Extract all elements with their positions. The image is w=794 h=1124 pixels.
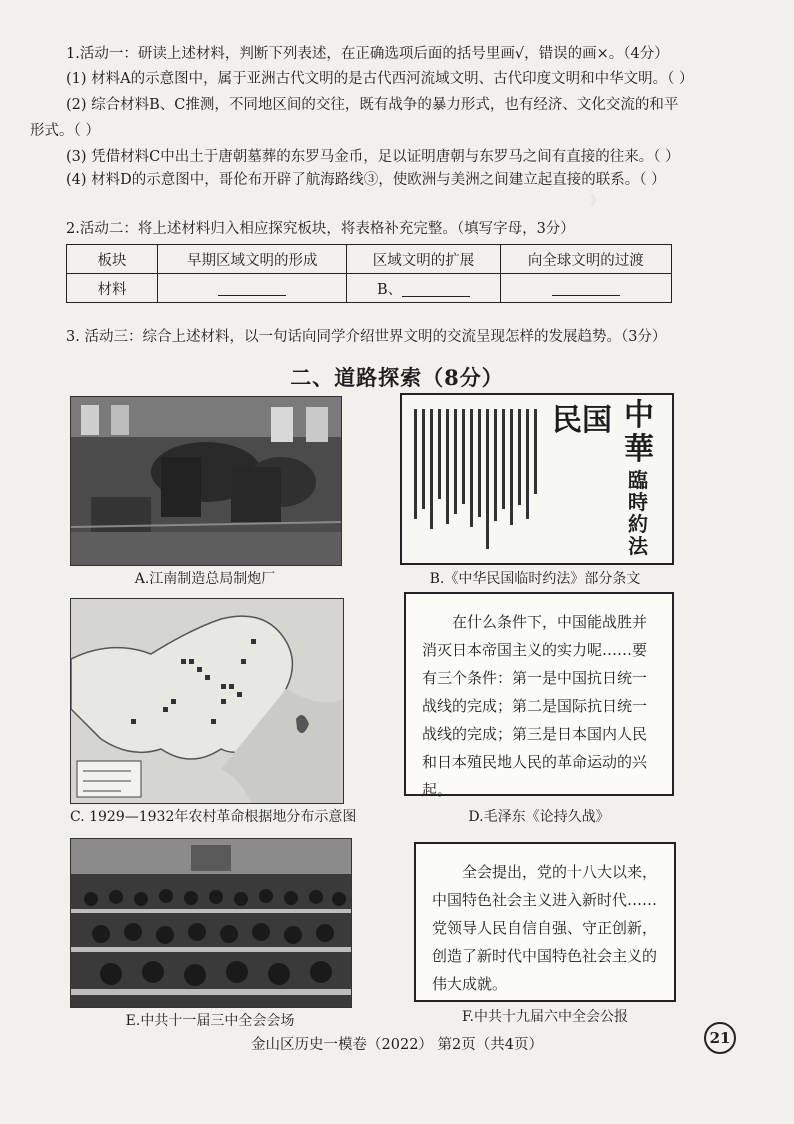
activity2-intro: 2.活动二：将上述材料归入相应探究板块，将表格补充完整。（填写字母，3分） <box>66 221 575 237</box>
figure-e-photo <box>70 838 352 1008</box>
figure-b-title-sub: 臨時約法 <box>628 468 648 558</box>
table-header-cell: 区域文明的扩展 <box>347 245 500 274</box>
answer-blank[interactable] <box>402 282 470 297</box>
figure-c-map <box>70 598 344 804</box>
activity1-intro: 1.活动一：研读上述材料，判断下列表述，在正确选项后面的括号里画√，错误的画×。（4分） <box>66 46 669 62</box>
answer-blank-cell[interactable] <box>500 274 671 303</box>
prefilled-label: B、 <box>376 281 403 298</box>
answer-blank-cell[interactable] <box>158 274 347 303</box>
figure-f-quote <box>414 842 676 1002</box>
figure-f-caption: F.中共十九届六中全会公报 <box>462 1009 628 1025</box>
answer-blank[interactable] <box>552 281 620 296</box>
bleed-through: 》 <box>590 194 604 209</box>
figure-d-caption: D.毛泽东《论持久战》 <box>468 809 610 825</box>
page-footer: 金山区历史一模卷（2022） 第2页（共4页） <box>251 1037 543 1053</box>
activity1-item-2: (2) 综合材料B、C推测，不同地区间的交往，既有战争的暴力形式，也有经济、文化交流的和平 <box>66 97 679 113</box>
answer-blank-cell[interactable] <box>347 274 500 303</box>
answer-blank[interactable] <box>218 281 286 296</box>
activity2-table <box>66 244 672 303</box>
section-title: 二、道路探索（8分） <box>290 365 504 390</box>
activity1-item-1: (1) 材料A的示意图中，属于亚洲古代文明的是古代西河流域文明、古代印度文明和中华文明。（ ） <box>66 71 694 87</box>
table-header-cell: 板块 <box>67 245 158 274</box>
figure-a-photo <box>70 396 342 566</box>
activity3-text: 3. 活动三：综合上述材料，以一句话向同学介绍世界文明的交流呈现怎样的发展趋势。（3分） <box>66 329 667 345</box>
activity1-item-3: (3) 凭借材料C中出土于唐朝墓葬的东罗马金币，足以证明唐朝与东罗马之间有直接的往来。（ ） <box>66 149 680 165</box>
figure-f-text: 全会提出，党的十八大以来，中国特色社会主义进入新时代……党领导人民自信自强、守正创新，创造了新时代中国特色社会主义的伟大成就。 <box>432 863 658 993</box>
figure-b-document <box>400 393 674 565</box>
table-header-cell: 向全球文明的过渡 <box>500 245 671 274</box>
table-row <box>67 245 672 274</box>
figure-b-title-right: 中華 <box>624 398 654 467</box>
figure-b-caption: B.《中华民国临时约法》部分条文 <box>429 571 641 587</box>
table-row <box>67 274 672 303</box>
figure-d-text: 在什么条件下，中国能战胜并消灭日本帝国主义的实力呢……要有三个条件：第一是中国抗日统一战线的完成；第二是国际抗日统一战线的完成；第三是日本国内人民和日本殖民地人民的革命运动的兴起。 <box>422 613 648 799</box>
figure-e-caption: E.中共十一届三中全会会场 <box>125 1013 295 1029</box>
figure-b-title-left: 民国 <box>552 403 612 438</box>
page-number-badge: 21 <box>704 1022 736 1054</box>
table-header-cell: 早期区域文明的形成 <box>158 245 347 274</box>
figure-d-quote <box>404 592 674 799</box>
figure-c-caption: C. 1929—1932年农村革命根据地分布示意图 <box>70 809 357 825</box>
figure-a-caption: A.江南制造总局制炮厂 <box>134 571 276 587</box>
activity1-item-4: (4) 材料D的示意图中，哥伦布开辟了航海路线③，使欧洲与美洲之间建立起直接的联系。（ ） <box>66 172 666 188</box>
activity1-item-2-cont: 形式。（ ） <box>30 123 100 139</box>
table-row-label: 材料 <box>67 274 158 303</box>
